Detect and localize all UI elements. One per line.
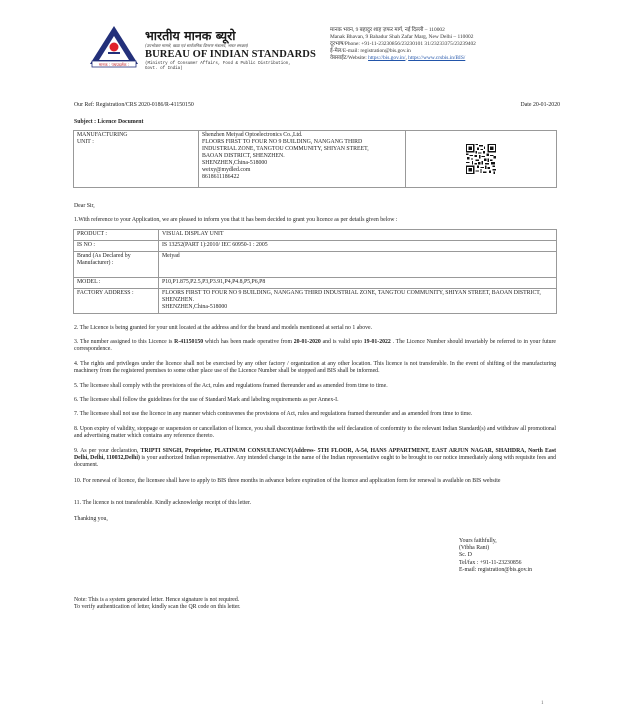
phone: दूरभाष/Phone: +91-11-23230856/23230101 31/23233375/23239402: [330, 41, 476, 47]
valid-from: 20-01-2020: [293, 339, 321, 345]
paragraph-5: 5. The licensee shall comply with the provisions of the Act, rules and regulations framed thereunder and as amended from time to time.: [74, 383, 388, 389]
paragraph-10: 10. For renewal of licence, the licensee shall have to apply to BIS three months in advance before expiration of the licence and application form for renewal is available on BIS website: [74, 478, 501, 484]
detail-label: PRODUCT :: [74, 230, 159, 241]
letter-date: Date 20-01-2020: [520, 102, 560, 108]
detail-label: IS NO :: [74, 241, 159, 252]
signatory-name: (Vibha Rani): [459, 545, 490, 552]
qr-code-icon[interactable]: [466, 144, 496, 174]
paragraph-3: 3. The number assigned to this Licence is R-41150150 which has been made operative from 20-01-2020 and is valid upto 19-01-2022 . The Licence Number should invariably be referred to in your future correspondence.: [74, 339, 556, 353]
signatory-designation: Sc. D: [459, 552, 472, 559]
website-link-bis[interactable]: https://bis.gov.in/: [368, 55, 406, 61]
org-subtitle-hindi: (उपभोक्ता मामले, खाद्य एवं सार्वजनिक वितरण मंत्रालय, भारत सरकार): [145, 43, 249, 48]
org-name-hindi: भारतीय मानक ब्यूरो: [145, 28, 236, 43]
mfg-label: MANUFACTURING UNIT :: [74, 131, 199, 188]
detail-label: MODEL :: [74, 278, 159, 289]
licence-number: R-41150150: [174, 339, 204, 345]
address: Manak Bhavan, 9 Bahadur Shah Zafar Marg, New Delhi – 110002: [330, 34, 474, 40]
detail-value: P10,P1.875,P2.5,P3,P3.91,P4,P4.8,P5,P6,P8: [159, 278, 557, 289]
detail-label: Brand (As Declared by Manufacturer) :: [74, 252, 159, 278]
valid-to: 19-01-2022: [363, 339, 391, 345]
detail-value: IS 13252(PART 1):2010/ IEC 60950-1 : 2005: [159, 241, 557, 252]
table-row: [74, 241, 557, 252]
detail-value: Meiyad: [159, 252, 557, 278]
manufacturing-unit-table: [73, 130, 557, 188]
website-link-crs[interactable]: https://www.crsbis.in/BIS/: [408, 55, 466, 61]
product-details-table: [73, 229, 557, 314]
paragraph-6: 6. The licensee shall follow the guidelines for the use of Standard Mark and labeling requirements as per Annex-I.: [74, 397, 339, 403]
paragraph-9: 9. As per your declaration, TRIPTI SINGH, Proprietor, PLATINUM CONSULTANCY(Address- 5TH FLOOR, A-54, HANS APPARTMENT, EAST ARJUN NAGAR, SHAHDRA, North East Delhi, Delhi, 110032,Delhi) is your authorized Indian representative. Any intended change in the name of the Indian representative ought to be brought to our notice immediately along with requisite fees and document.: [74, 448, 557, 469]
paragraph-2: 2. The Licence is being granted for your unit located at the address and for the brand and models mentioned at serial no 1 above.: [74, 325, 373, 331]
table-row: [74, 230, 557, 241]
qr-cell: [406, 131, 557, 188]
detail-value: FLOORS FIRST TO FOUR NO 9 BUILDING, NANGANG THIRD INDUSTRIAL ZONE, TANGTOU COMMUNITY, SHIYAN STREET, BAOAN DISTRICT, SHENZHEN. SHENZHEN,China-518000: [159, 289, 557, 314]
paragraph-11: 11. The licence is not transferable. Kindly acknowledge receipt of this letter.: [74, 500, 252, 506]
bis-logo: [88, 24, 140, 70]
detail-value: VISUAL DISPLAY UNIT: [159, 230, 557, 241]
page-number: 1: [541, 701, 544, 706]
contact-block: [330, 27, 476, 62]
paragraph-4: 4. The rights and privileges under the licence shall not be exercised by any other factory / organization at any other location. This licence is not transferable. In the event of shifting of the manufacturing machinery from the registered premises to some other place use of the Licence Number shall be stopped and BIS shall be informed.: [74, 361, 556, 375]
logo-text: मानक : पथप्रदर्शक :: [98, 62, 130, 67]
table-row: [74, 289, 557, 314]
org-name: BUREAU OF INDIAN STANDARDS: [145, 49, 316, 60]
paragraph-7: 7. The licensee shall not use the licence in any manner which contravenes the provisions of Act, rules and regulations framed thereunder and as amended from time to time.: [74, 411, 473, 417]
reference-number: Our Ref: Registration/CRS 2020-0186/R-41150150: [74, 102, 194, 108]
system-note: Note: This is a system generated letter. Hence signature is not required. To verify authentication of letter, kindly scan the QR code on this letter.: [74, 597, 241, 611]
table-row: [74, 252, 557, 278]
subject-line: Subject : Licence Document: [74, 119, 144, 125]
indian-representative: TRIPTI SINGH, Proprietor, PLATINUM CONSULTANCY(Address- 5TH FLOOR, A-54, HANS APPARTMENT, EAST ARJUN NAGAR, SHAHDRA, North East Delhi, Delhi, 110032,Delhi): [74, 448, 557, 462]
paragraph-8: 8. Upon expiry of validity, stoppage or suspension or cancellation of licence, you shall discontinue forthwith the self declaration of conformity to the relevant Indian Standard(s) and withdraw all promotional and advertising matter which contains any reference thereto.: [74, 426, 556, 440]
website: वेबसाईट/Website: https://bis.gov.in/, https://www.crsbis.in/BIS/: [330, 55, 466, 61]
email: ई-मेल/E-mail: registration@bis.gov.in: [330, 48, 411, 54]
detail-label: FACTORY ADDRESS :: [74, 289, 159, 314]
mfg-details: Shenzhen Meiyad Optoelectronics Co.,Ltd. FLOORS FIRST TO FOUR NO 9 BUILDING, NANGANG THIRD INDUSTRIAL ZONE, TANGTOU COMMUNITY, SHIYAN STREET, BAOAN DISTRICT, SHENZHEN. SHENZHEN,China-518000 weixy@mydled.com 8618611186422: [199, 131, 406, 188]
salutation: Dear Sir,: [74, 203, 95, 209]
signatory-email: E-mail: registration@bis.gov.in: [459, 566, 533, 573]
address-hindi: मानक भवन, 9 बहादुर शाह ज़फर मार्ग, नई दिल्ली – 110002: [330, 27, 445, 33]
closing: Thanking you,: [74, 516, 108, 522]
table-row: [74, 278, 557, 289]
intro-paragraph: 1.With reference to your Application, we are pleased to inform you that it has been decided to grant you licence as per details given below :: [74, 217, 398, 223]
signature-block: Yours faithfully, (Vibha Rani) Sc. D Tel/fax : +91-11-23230856 E-mail: registration@bis.gov.in: [459, 538, 533, 573]
ministry-text: (Ministry of Consumer Affairs, Food & Public Distribution, Govt. of India): [145, 62, 291, 71]
signatory-phone: Tel/fax : +91-11-23230856: [459, 559, 522, 566]
